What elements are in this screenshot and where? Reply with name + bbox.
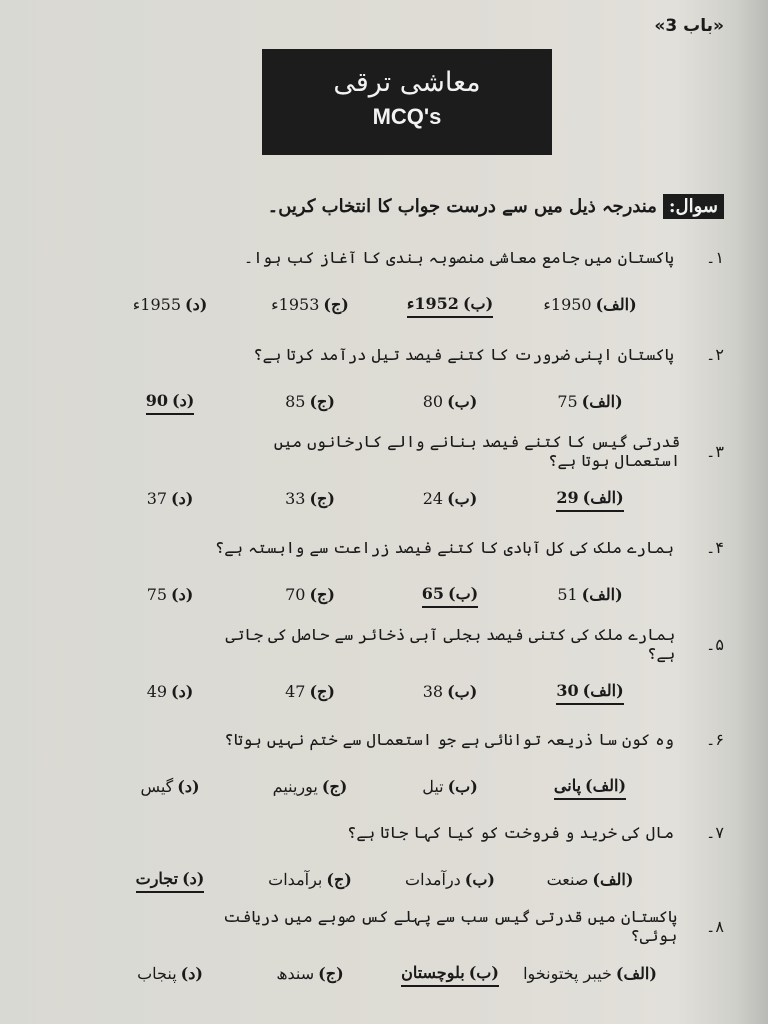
option-text: [422, 777, 478, 799]
correct-answer: [554, 776, 626, 800]
question-number: ۱۔: [706, 247, 724, 267]
option-text: [268, 870, 352, 892]
options-row: [100, 675, 660, 711]
option: [100, 964, 240, 986]
option-text: [285, 392, 335, 414]
option-value: گیس: [140, 777, 174, 796]
question-3: [204, 434, 724, 468]
correct-answer: [556, 681, 623, 705]
option: [100, 295, 240, 317]
option-value: بلوچستان: [401, 963, 465, 982]
option: [520, 776, 660, 800]
question-text: ہمارے ملک کی کل آبادی کا کتنے فیصد زراعت سے وابستہ ہے؟: [214, 537, 674, 557]
option-value: 51: [557, 585, 578, 604]
option-value: 1953ء: [271, 295, 320, 314]
option: [520, 585, 660, 607]
option-value: 38: [422, 682, 444, 701]
option-value: 30: [556, 681, 579, 700]
correct-answer: [422, 584, 478, 608]
options-row: [100, 578, 660, 614]
option-text: [423, 489, 478, 511]
option-text: [557, 585, 622, 607]
option-label: (د): [171, 489, 194, 508]
option: [240, 392, 380, 414]
options-row: [100, 863, 660, 899]
question-text: قدرتی گیس کا کتنے فیصد بنانے والے کارخانوں میں استعمال ہوتا ہے؟: [273, 432, 681, 470]
options-row: [100, 957, 660, 993]
question-text: وہ کون سا ذریعہ توانائی ہے جو استعمال سے ختم نہیں ہوتا؟: [224, 729, 674, 749]
option: [100, 869, 240, 893]
correct-answer: [556, 488, 623, 512]
option-value: 24: [422, 489, 444, 508]
option-label: (الف): [585, 776, 627, 795]
option-label: (د): [182, 869, 205, 888]
question-number: ۵۔: [706, 634, 724, 654]
option-text: [523, 964, 657, 986]
title-banner: [262, 49, 552, 155]
option-text: [147, 489, 194, 511]
option-text: [271, 295, 349, 317]
option-text: [423, 392, 478, 414]
option-value: تجارت: [135, 869, 179, 888]
option-label: (ج): [318, 964, 344, 983]
option-value: درآمدات: [405, 870, 461, 889]
option: [520, 681, 660, 705]
option-label: (الف): [582, 488, 624, 507]
option-text: [147, 682, 194, 704]
title-urdu: معاشی ترقی: [333, 67, 481, 98]
option: [380, 963, 520, 987]
option-value: 80: [422, 392, 444, 411]
option: [240, 489, 380, 511]
option: [240, 585, 380, 607]
option-value: 65: [421, 584, 445, 603]
option-label: (د): [180, 964, 203, 983]
correct-answer: [401, 963, 499, 987]
option: [240, 964, 380, 986]
option-text: [147, 585, 194, 607]
options-row: [100, 385, 660, 421]
option-value: پانی: [553, 776, 582, 795]
option: [240, 682, 380, 704]
option-value: 33: [285, 489, 306, 508]
option: [380, 392, 520, 414]
question-8: [204, 909, 724, 943]
option-label: (ب): [447, 489, 478, 508]
option-label: (ج): [326, 870, 352, 889]
option-value: 29: [556, 488, 579, 507]
question-number: ۳۔: [706, 441, 724, 461]
option-value: تیل: [422, 777, 444, 796]
question-text: مال کی خرید و فروخت کو کیا کہا جاتا ہے؟: [346, 822, 674, 842]
question-number: ۸۔: [706, 916, 724, 936]
option-text: [133, 295, 208, 317]
instruction: [260, 186, 724, 226]
option-value: 1952ء: [406, 294, 459, 313]
option-text: [543, 295, 636, 317]
option: [380, 584, 520, 608]
correct-answer: [136, 869, 205, 893]
option-text: [140, 777, 199, 799]
option-value: خیبر پختونخوا: [523, 964, 612, 983]
option-value: یورینیم: [272, 777, 318, 796]
question-1: [204, 240, 724, 274]
option: [380, 777, 520, 799]
question-5: [204, 627, 724, 661]
option: [520, 964, 660, 986]
option-label: (ب): [447, 392, 478, 411]
option-value: 37: [146, 489, 168, 508]
option: [240, 870, 380, 892]
question-number: ۶۔: [706, 729, 724, 749]
option-label: (ج): [323, 295, 349, 314]
option-value: سندھ: [276, 964, 315, 983]
option-label: (الف): [581, 585, 623, 604]
option-label: (د): [171, 585, 194, 604]
option-label: (ج): [309, 489, 335, 508]
option-value: 49: [146, 682, 168, 701]
option-label: (الف): [615, 964, 657, 983]
option: [520, 870, 660, 892]
option: [240, 777, 380, 799]
option: [380, 870, 520, 892]
correct-answer: [407, 294, 493, 318]
option-label: (د): [171, 682, 194, 701]
question-text: پاکستان میں جامع معاشی منصوبہ بندی کا آغاز کب ہوا۔: [243, 247, 674, 267]
option-text: [285, 489, 335, 511]
options-row: [100, 482, 660, 518]
instruction-label: سوال:: [663, 194, 724, 219]
option: [100, 777, 240, 799]
option-text: [273, 777, 348, 799]
option-label: (الف): [595, 295, 637, 314]
option: [520, 392, 660, 414]
correct-answer: [146, 391, 195, 415]
title-english: MCQ's: [372, 104, 442, 129]
options-row: [100, 770, 660, 806]
option-label: (الف): [592, 870, 634, 889]
option-value: 47: [285, 682, 306, 701]
option-value: 90: [145, 391, 168, 410]
option-label: (د): [185, 295, 208, 314]
option: [380, 489, 520, 511]
option: [520, 488, 660, 512]
option-value: صنعت: [546, 870, 589, 889]
question-number: ۷۔: [706, 822, 724, 842]
option-label: (ب): [462, 294, 494, 313]
question-7: [204, 815, 724, 849]
option-value: 70: [285, 585, 306, 604]
question-number: ۲۔: [706, 344, 724, 364]
option-value: 1950ء: [543, 295, 592, 314]
option-text: [405, 870, 495, 892]
option-label: (ب): [464, 870, 495, 889]
option-label: (ب): [448, 584, 479, 603]
option-text: [276, 964, 343, 986]
option: [240, 295, 380, 317]
option-text: [547, 870, 634, 892]
question-2: [204, 337, 724, 371]
options-row: [100, 288, 660, 324]
option-text: [557, 392, 622, 414]
option-text: [285, 682, 335, 704]
question-number: ۴۔: [706, 537, 724, 557]
option: [100, 682, 240, 704]
option-value: 85: [285, 392, 306, 411]
option: [100, 489, 240, 511]
option-text: [137, 964, 203, 986]
option: [100, 391, 240, 415]
option-value: 1955ء: [132, 295, 181, 314]
option-label: (ج): [309, 585, 335, 604]
question-4: [204, 530, 724, 564]
option-text: [285, 585, 335, 607]
question-6: [204, 722, 724, 756]
option-label: (ب): [468, 963, 499, 982]
option-label: (الف): [582, 681, 624, 700]
option-value: پنجاب: [137, 964, 177, 983]
option: [380, 294, 520, 318]
option-label: (ب): [447, 777, 478, 796]
option-label: (د): [177, 777, 200, 796]
option-label: (د): [172, 391, 195, 410]
option-label: (ج): [309, 682, 335, 701]
option: [100, 585, 240, 607]
option-value: برآمدات: [268, 870, 323, 889]
option: [380, 682, 520, 704]
option-text: [423, 682, 478, 704]
question-text: پاکستان میں قدرتی گیس سب سے پہلے کس صوبے میں دریافت ہوئی؟: [223, 907, 678, 945]
chapter-label: «باب 3»: [654, 16, 724, 36]
option-label: (ب): [447, 682, 478, 701]
option: [520, 295, 660, 317]
question-text: ہمارے ملک کی کتنی فیصد بجلی آبی ذخائر سے حاصل کی جاتی ہے؟: [225, 625, 676, 663]
option-label: (ج): [309, 392, 335, 411]
option-label: (ج): [321, 777, 348, 796]
option-value: 75: [557, 392, 578, 411]
option-value: 75: [146, 585, 168, 604]
option-label: (الف): [581, 392, 623, 411]
instruction-text: مندرجہ ذیل میں سے درست جواب کا انتخاب کریں۔: [267, 195, 657, 217]
question-text: پاکستان اپنی ضرورت کا کتنے فیصد تیل درآمد کرتا ہے؟: [253, 344, 674, 364]
